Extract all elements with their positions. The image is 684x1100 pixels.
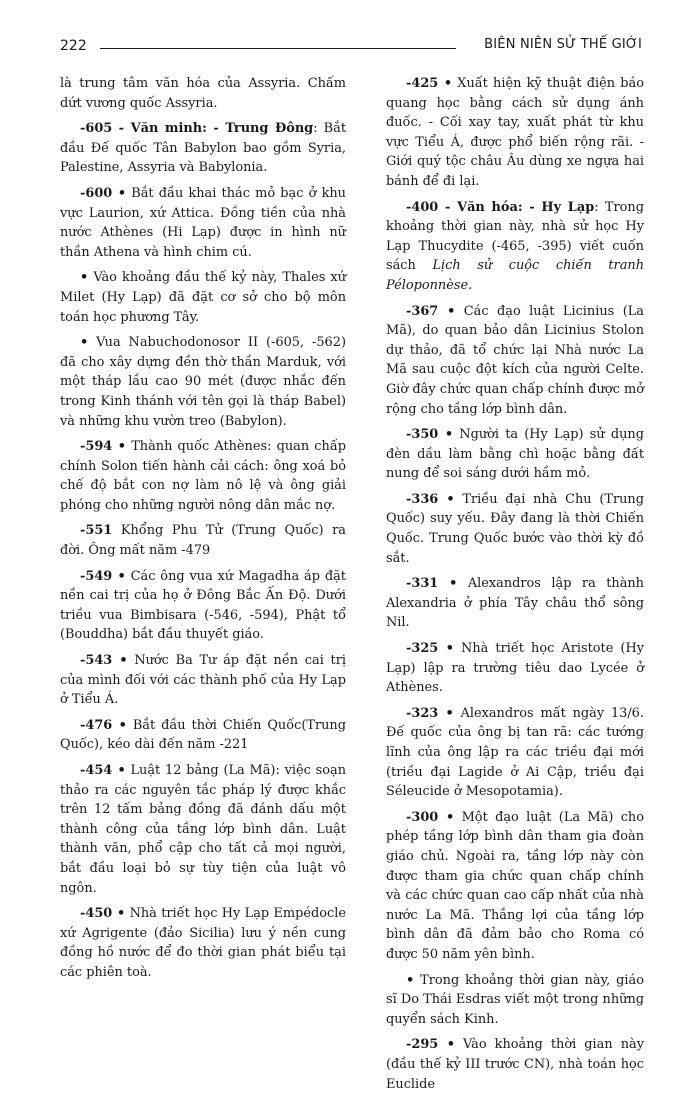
- entry-text: : Bắt đầu Đế quốc Tân Babylon bao gồm Syria, Palestine, Assyria và Babylonia.: [60, 121, 346, 176]
- entry-year: -295 •: [406, 1037, 455, 1053]
- entry-text: Người ta (Hy Lạp) sử dụng đèn dầu làm bằng chì hoặc bằng đất nung để soi sáng dưới hầm mỏ.: [386, 427, 644, 482]
- entry-year: -331 •: [406, 576, 458, 592]
- timeline-entry: [386, 971, 644, 1030]
- timeline-entry: [60, 651, 346, 710]
- entry-text: Trong khoảng thời gian này, giáo sĩ Do Thái Esdras viết một trong những quyển sách Kinh.: [386, 972, 644, 1027]
- entry-year: -425 •: [406, 76, 453, 91]
- entry-text: Các đạo luật Licinius (La Mã), do quan bảo dân Licinius Stolon dự thảo, đã tổ chức lại Nhà nước La Mã sau cuộc đột kích của người Celte. Giờ đây chức quan chấp chính được mở rộng cho tầng lớp bình dân.: [386, 303, 644, 417]
- entry-year: -454 •: [80, 763, 126, 778]
- timeline-entry: [60, 904, 346, 982]
- entry-text: Vua Nabuchodonosor II (-605, -562) đã cho xây dựng đền thờ thần Marduk, với một tháp lầu cao 90 mét (được nhắc đến trong Kinh thánh với tên gọi là tháp Babel) và những khu vườn treo (Babylon).: [60, 335, 346, 429]
- entry-text: Bắt đầu khai thác mỏ bạc ở khu vực Laurion, xứ Attica. Đồng tiền của nhà nước Athènes (Hi Lạp) được in hình nữ thần Athena và hình chim cú.: [60, 185, 346, 260]
- timeline-entry: [60, 437, 346, 515]
- timeline-entry: [386, 198, 644, 296]
- entry-year: -336 •: [406, 491, 455, 507]
- timeline-entry: [60, 74, 346, 113]
- entry-text: : Trong khoảng thời gian này, nhà sử học Hy Lạp Thucydite (-465, -395) viết cuốn sách: [386, 199, 644, 274]
- entry-year: -549 •: [80, 568, 126, 584]
- timeline-entry: [386, 1035, 644, 1094]
- timeline-entry: [60, 184, 346, 262]
- entry-italic-title: Lịch sử cuộc chiến tranh Péloponnèse.: [386, 258, 644, 293]
- entry-text: Triều đại nhà Chu (Trung Quốc) suy yếu. Đây đang là thời Chiến Quốc. Trung Quốc bước vào thời kỳ đồ sắt.: [386, 491, 644, 566]
- entry-year: -600 •: [80, 185, 127, 201]
- entry-year: •: [80, 335, 89, 351]
- entry-text: Nước Ba Tư áp đặt nền cai trị của mình đối với các thành phố của Hy Lạp ở Tiểu Á.: [60, 653, 346, 708]
- running-title: BIÊN NIÊN SỬ THẾ GIỚI: [484, 37, 642, 52]
- entry-year: -594 •: [80, 439, 127, 455]
- entry-text: Khổng Phu Tử (Trung Quốc) ra đời. Ông mất năm -479: [60, 523, 346, 559]
- timeline-entry: [386, 808, 644, 965]
- entry-year: -323 •: [406, 705, 454, 721]
- timeline-entry: [60, 268, 346, 327]
- timeline-entry: [60, 716, 346, 755]
- timeline-entry: [60, 333, 346, 431]
- timeline-entry: [386, 704, 644, 802]
- timeline-entry: [386, 302, 644, 420]
- entry-year: -325 •: [406, 641, 454, 657]
- left-column: [60, 74, 346, 989]
- header-rule: [100, 48, 456, 49]
- entry-year: •: [406, 972, 415, 988]
- right-column: [386, 74, 644, 1100]
- timeline-entry: [60, 567, 346, 645]
- entry-year: -450 •: [80, 906, 126, 922]
- entry-year: -543 •: [80, 653, 128, 669]
- entry-year: -605 -: [80, 121, 131, 137]
- timeline-entry: [386, 490, 644, 568]
- timeline-entry: [386, 639, 644, 698]
- timeline-entry: [386, 574, 644, 633]
- entry-year: •: [80, 270, 89, 286]
- timeline-entry: [386, 74, 644, 192]
- timeline-entry: [386, 425, 644, 484]
- entry-text: Thành quốc Athènes: quan chấp chính Solon tiến hành cải cách: ông xoá bỏ chế độ bắt con nợ làm nô lệ và ông giải phóng cho những người nông dân mắc nợ.: [60, 439, 346, 513]
- entry-year: -300 •: [406, 809, 455, 825]
- entry-text: Vào khoảng đầu thế kỷ này, Thales xứ Milet (Hy Lạp) đã đặt cơ sở cho bộ môn toán học phương Tây.: [60, 270, 346, 325]
- entry-topic: Văn minh: - Trung Đông: [130, 121, 314, 137]
- timeline-entry: [60, 521, 346, 560]
- timeline-entry: [60, 119, 346, 178]
- entry-year: -367 •: [406, 303, 456, 319]
- entry-text: Alexandros lập ra thành Alexandria ở phía Tây châu thổ sông Nil.: [386, 576, 644, 631]
- entry-text: Xuất hiện kỹ thuật điện báo quang học bằng cách sử dụng ánh đuốc. - Cối xay tay, xuất phát từ khu vực Tiểu Á, được phổ biến rộng rãi. - Giới quý tộc châu Âu dùng xe ngựa hai bánh để đi lại.: [386, 76, 644, 189]
- entry-text: Một đạo luật (La Mã) cho phép tầng lớp bình dân tham gia đoàn giáo chủ. Ngoài ra, tầng lớp này còn được tham gia chức quan chấp chính và các chức quan cao cấp nhất của nhà nước La Mã. Thắng lợi của tầng lớp bình dân đã đảm bảo cho Roma có được 50 năm yên bình.: [386, 809, 644, 962]
- page-header: [52, 34, 642, 58]
- entry-text: Nhà triết học Aristote (Hy Lạp) lập ra trường tiêu dao Lycée ở Athènes.: [386, 641, 644, 696]
- page-number: 222: [60, 38, 87, 54]
- entry-year: -350 •: [406, 427, 454, 443]
- entry-text: Luật 12 bảng (La Mã): việc soạn thảo ra các nguyên tắc pháp lý được khắc trên 12 tấm bảng đồng đã đánh dấu một thành công của tầng lớp bình dân. Luật thành văn, phổ cập cho tất cả mọi người, bắt đầu loại bỏ sự tùy tiện của luật vô ngôn.: [60, 763, 346, 896]
- entry-text: Các ông vua xứ Magadha áp đặt nền cai trị của họ ở Đông Bắc Ấn Độ. Dưới triều vua Bimbisara (-546, -594), Phật tổ (Bouddha) bắt đầu thuyết giáo.: [60, 568, 346, 643]
- entry-year: -551: [80, 523, 113, 539]
- entry-text: Vào khoảng thời gian này (đầu thế kỷ III trước CN), nhà toán học Euclide: [386, 1037, 644, 1092]
- entry-text: Bắt đầu thời Chiến Quốc(Trung Quốc), kéo dài đến năm -221: [60, 717, 346, 753]
- entry-year: -476 •: [80, 717, 127, 733]
- entry-text: Nhà triết học Hy Lạp Empédocle xứ Agrigente (đảo Sicilia) lưu ý nền cung đồng hồ nước để đo thời gian phát biểu tại các phiên toà.: [60, 906, 346, 980]
- entry-text: là trung tâm văn hóa của Assyria. Chấm dứt vương quốc Assyria.: [60, 76, 346, 111]
- entry-year: -400 -: [406, 199, 458, 215]
- timeline-entry: [60, 761, 346, 898]
- entry-topic: Văn hóa: - Hy Lạp: [457, 199, 595, 215]
- entry-text: Alexandros mất ngày 13/6. Đế quốc của ông bị tan rã: các tướng lĩnh của ông lập ra các triều đại mới (triều đại Lagide ở Ai Cập, triều đại Séleucide ở Mesopotamia).: [386, 705, 644, 800]
